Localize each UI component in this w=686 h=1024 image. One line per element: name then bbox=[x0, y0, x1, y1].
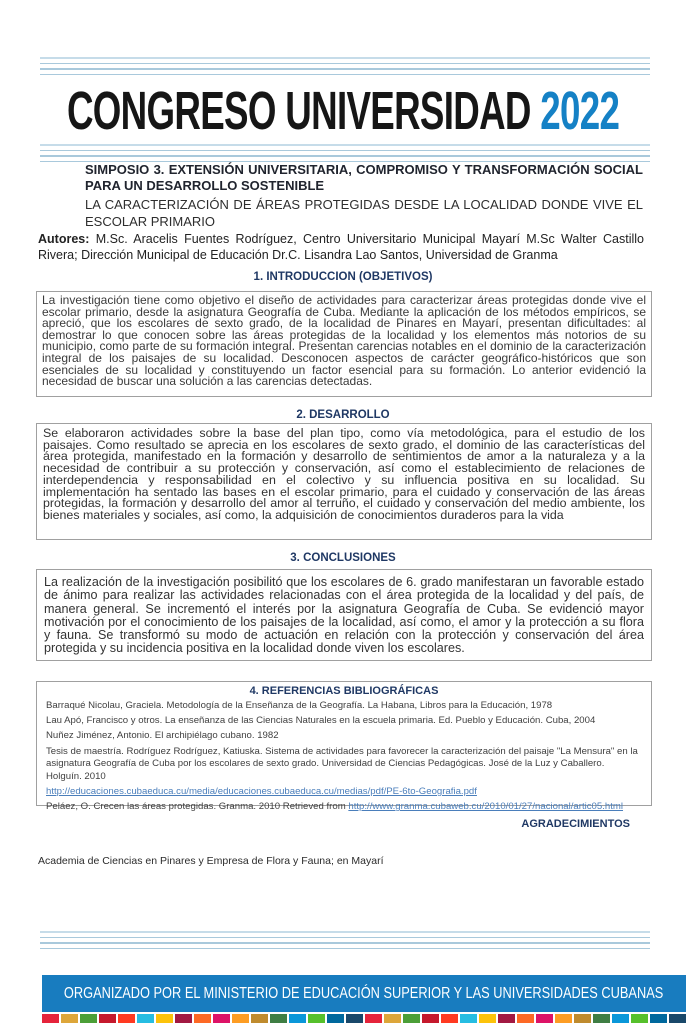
sdg-color-segment bbox=[308, 1014, 325, 1023]
sdg-color-segment bbox=[555, 1014, 572, 1023]
authors-names: M.Sc. Aracelis Fuentes Rodríguez, Centro Universitario Municipal Mayarí M.Sc Walter Castillo Rivera; Dirección Municipal de Educación Dr.C. Lisandra Lao Santos, Universidad de Granma bbox=[38, 232, 644, 263]
authors-line bbox=[38, 231, 644, 264]
organizer-banner bbox=[42, 975, 686, 1012]
sdg-color-segment bbox=[612, 1014, 629, 1023]
reference-item bbox=[46, 746, 642, 784]
section-heading-conclusiones: 3. CONCLUSIONES bbox=[290, 552, 396, 564]
sdg-color-segment bbox=[650, 1014, 667, 1023]
congress-title bbox=[0, 82, 686, 140]
sdg-color-segment bbox=[137, 1014, 154, 1023]
sdg-color-strip bbox=[42, 1014, 686, 1023]
congress-title-main: CONGRESO UNIVERSIDAD bbox=[66, 81, 541, 141]
reference-link[interactable]: http://educaciones.cubaeduca.cu/media/educaciones.cubaeduca.cu/medias/pdf/PE-6to-Geografia.pdf bbox=[46, 785, 477, 797]
symposium-heading: SIMPOSIO 3. EXTENSIÓN UNIVERSITARIA, COMPROMISO Y TRANSFORMACIÓN SOCIAL PARA UN DESARROLLO SOSTENIBLE bbox=[85, 162, 643, 194]
sdg-color-segment bbox=[346, 1014, 363, 1023]
desarrollo-body: Se elaboraron actividades sobre la base del plan tipo, como vía metodológica, para el estudio de los paisajes. Como resultado se aprecia en los escolares de sexto grado, el dominio de las características del área protegida, manifestado en la formación y desarrollo de sentimientos de amor a la naturaleza y a la necesidad de contribuir a su protección y conservación, así como el establecimiento de relaciones de interdependencia y responsabilidad en el colectivo y su influencia positiva en su localidad. Su implementación ha sentado las bases en el escolar primario, para el cuidado y conservación de las áreas protegidas, la formación y desarrollo del amor al terruño, el cuidado y conservación del medio ambiente, los bienes materiales y sociales, así como, la adquisición de conocimientos duraderos para la vida bbox=[36, 423, 652, 540]
decorative-lines-top bbox=[40, 57, 650, 75]
decorative-lines-bottom bbox=[40, 931, 650, 949]
authors-label: Autores: bbox=[38, 232, 96, 246]
sdg-color-segment bbox=[422, 1014, 439, 1023]
paper-title: LA CARACTERIZACIÓN DE ÁREAS PROTEGIDAS DESDE LA LOCALIDAD DONDE VIVE EL ESCOLAR PRIMARIO bbox=[85, 197, 643, 229]
section-heading-desarrollo: 2. DESARROLLO bbox=[296, 409, 390, 421]
sdg-color-segment bbox=[175, 1014, 192, 1023]
sdg-color-segment bbox=[42, 1014, 59, 1023]
reference-item bbox=[46, 801, 642, 814]
reference-text: Peláez, O. Crecen las áreas protegidas. Granma. 2010 Retrieved from bbox=[46, 801, 349, 813]
sdg-color-segment bbox=[80, 1014, 97, 1023]
sdg-color-segment bbox=[384, 1014, 401, 1023]
acknowledgements-body: Academia de Ciencias en Pinares y Empresa de Flora y Fauna; en Mayarí bbox=[38, 855, 384, 867]
sdg-color-segment bbox=[498, 1014, 515, 1023]
sdg-color-segment bbox=[289, 1014, 306, 1023]
sdg-color-segment bbox=[99, 1014, 116, 1023]
sdg-color-segment bbox=[327, 1014, 344, 1023]
acknowledgements-heading: AGRADECIMIENTOS bbox=[521, 818, 630, 830]
sdg-color-segment bbox=[232, 1014, 249, 1023]
reference-text: Lau Apó, Francisco y otros. La enseñanza de las Ciencias Naturales en la escuela primaria. Ed. Pueblo y Educación. Cuba, 2004 bbox=[46, 715, 596, 727]
reference-text: Nuñez Jiménez, Antonio. El archipiélago cubano. 1982 bbox=[46, 730, 279, 742]
reference-item bbox=[46, 730, 642, 743]
sdg-color-segment bbox=[669, 1014, 686, 1023]
sdg-color-segment bbox=[517, 1014, 534, 1023]
sdg-color-segment bbox=[631, 1014, 648, 1023]
congress-title-year: 2022 bbox=[540, 81, 620, 141]
section-heading-referencias: 4. REFERENCIAS BIBLIOGRÁFICAS bbox=[249, 685, 439, 697]
decorative-lines-middle bbox=[40, 144, 650, 162]
sdg-color-segment bbox=[441, 1014, 458, 1023]
reference-text: Tesis de maestría. Rodríguez Rodríguez, Katiuska. Sistema de actividades para favorecer la caracterización del paisaje "La Mensura" en la asignatura Geografía de Cuba por los escolares de sexto grado. Universidad de Ciencias Pedagógicas. José de la Luz y Caballero. Holguín. 2010 bbox=[46, 745, 638, 782]
sdg-color-segment bbox=[536, 1014, 553, 1023]
sdg-color-segment bbox=[270, 1014, 287, 1023]
sdg-color-segment bbox=[213, 1014, 230, 1023]
sdg-color-segment bbox=[479, 1014, 496, 1023]
sdg-color-segment bbox=[365, 1014, 382, 1023]
sdg-color-segment bbox=[61, 1014, 78, 1023]
organizer-banner-text: ORGANIZADO POR EL MINISTERIO DE EDUCACIÓN SUPERIOR Y LAS UNIVERSIDADES CUBANAS bbox=[64, 984, 664, 1002]
reference-item bbox=[46, 786, 642, 799]
reference-text: Barraqué Nicolau, Graciela. Metodología de la Enseñanza de la Geografía. La Habana, Libros para la Educación, 1978 bbox=[46, 700, 553, 711]
sdg-color-segment bbox=[574, 1014, 591, 1023]
reference-item bbox=[46, 715, 642, 728]
reference-link[interactable]: http://www.granma.cubaweb.cu/2010/01/27/nacional/artic05.html bbox=[348, 801, 624, 813]
sdg-color-segment bbox=[403, 1014, 420, 1023]
introduction-body: La investigación tiene como objetivo el diseño de actividades para caracterizar áreas protegidas donde vive el escolar primario, desde la asignatura Geografía de Cuba. Mediante la aplicación de los métodos empíricos, se apreció, que los escolares de sexto grado, de la localidad de Pinares en Mayarí, presentan dificultades: al demostrar lo que conocen sobre las áreas protegidas de la localidad y los elementos más notorios de su municipio, como parte de su formación integral. Presentan carencias notables en el dominio de la caracterización integral de los paisajes de su localidad. Desconocen aspectos de carácter geográfico-históricos que son esenciales de su localidad y constituyendo un factor esencial para su formación. Lo anterior evidenció la necesidad de buscar una solución a las carencias detectadas. bbox=[36, 291, 652, 397]
sdg-color-segment bbox=[156, 1014, 173, 1023]
sdg-color-segment bbox=[460, 1014, 477, 1023]
sdg-color-segment bbox=[251, 1014, 268, 1023]
sdg-color-segment bbox=[118, 1014, 135, 1023]
sdg-color-segment bbox=[593, 1014, 610, 1023]
reference-item bbox=[46, 700, 642, 713]
sdg-color-segment bbox=[194, 1014, 211, 1023]
conclusiones-body: La realización de la investigación posibilitó que los escolares de 6. grado manifestaran un favorable estado de ánimo para realizar las actividades relacionadas con el área protegida de la localidad y del país, de manera general. Se incrementó el interés por la asignatura Geografía de Cuba. Se evidenció mayor motivación por el conocimiento de los paisajes de la localidad, así como, el amor y la protección a su flora y fauna. Se transformó su modo de actuación en relación con la protección y conservación del área protegida y su incidencia positiva en la localidad donde viven los escolares. bbox=[36, 569, 652, 661]
references-box bbox=[36, 681, 652, 813]
section-heading-introduction: 1. INTRODUCCION (OBJETIVOS) bbox=[253, 271, 433, 283]
